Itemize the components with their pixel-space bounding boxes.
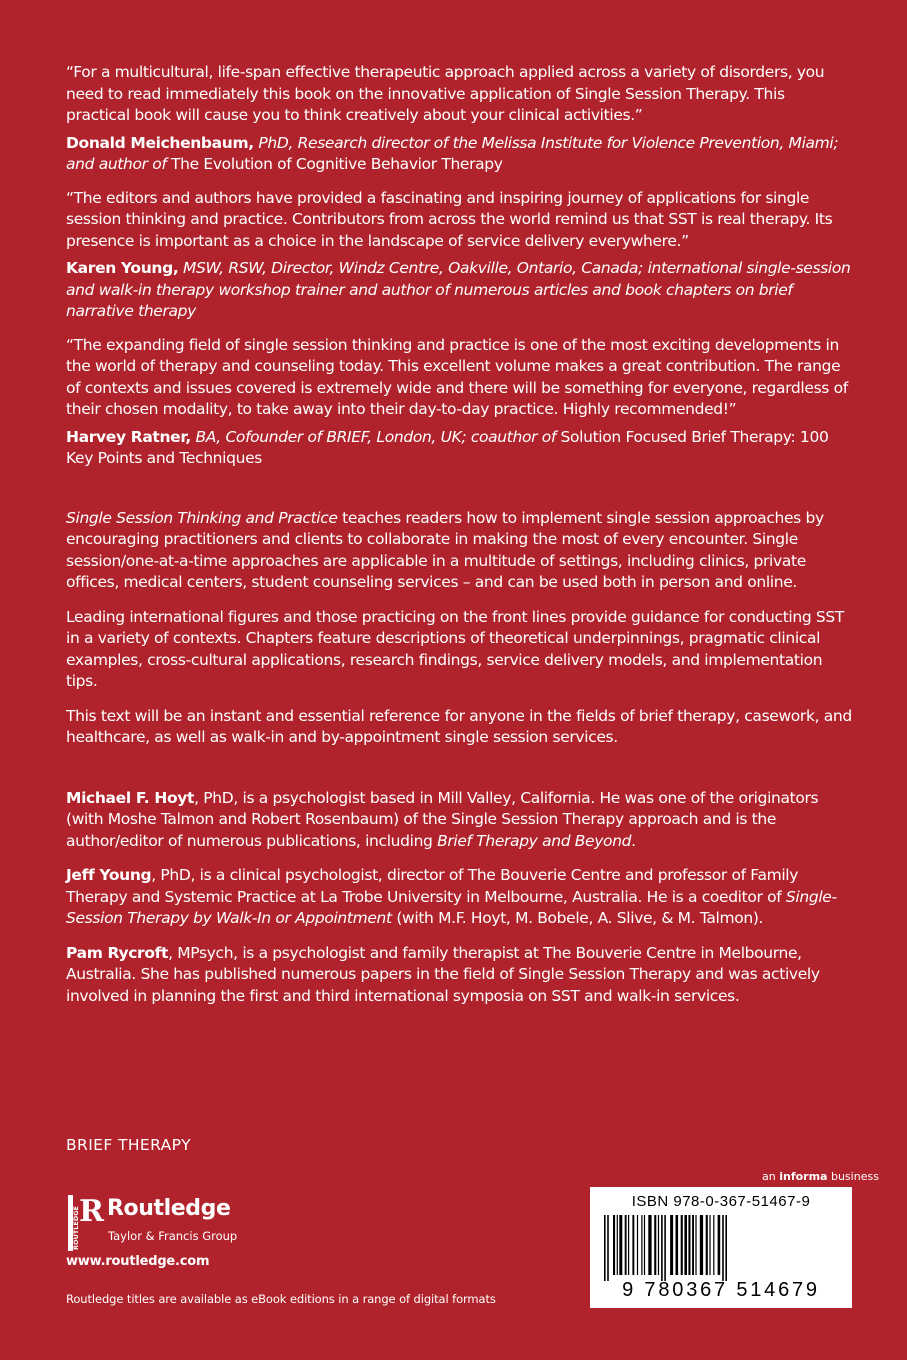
barcode-bar (625, 1215, 627, 1275)
bio-text: , MPsych, is a psychologist and family therapist at The Bouverie Centre in Melbourne, Australia. She has published numerous papers in the field of Single Session Therapy and was actively involved in planning the first and third international symposia on SST and walk-in services. (66, 943, 820, 1005)
barcode-bar (607, 1215, 609, 1281)
author-name: Pam Rycroft (66, 943, 169, 962)
endorser-name: Karen Young, (66, 259, 179, 277)
barcode-bar (619, 1215, 622, 1275)
bio-book: Single-Session Therapy by Walk-In or Appointment (66, 887, 837, 927)
endorser-credentials: PhD, Research director of the Melissa Institute for Violence Prevention, Miami; and author of (66, 133, 839, 173)
endorser-name: Harvey Ratner, (66, 427, 191, 446)
barcode-bar (709, 1215, 710, 1275)
barcode-bar (692, 1215, 694, 1275)
barcode-bar (632, 1215, 634, 1275)
description-paragraph-2: Leading international figures and those practicing on the front lines provide guidance for conducting SST in a variety of contexts. Chapters feature descriptions of theoretical underpinnings, pragmatic clinical examples, cross-cultural applications, research findings, service delivery models, and implementation tips. (66, 607, 845, 690)
barcode-bar (648, 1215, 651, 1275)
barcode-bar (722, 1215, 724, 1281)
endorser-book-title: Solution Focused Brief Therapy: 100 Key Points and Techniques (66, 427, 829, 467)
informa-business-label (762, 1170, 879, 1183)
barcode-bar (644, 1215, 645, 1275)
barcode-bar (684, 1215, 687, 1275)
barcode-bar (700, 1215, 703, 1275)
barcode-bar (725, 1215, 727, 1281)
bio-book: Brief Therapy and Beyond (437, 831, 632, 850)
bio-end: . (631, 831, 636, 850)
ebook-note: Routledge titles are available as eBook editions in a range of digital formats (66, 1292, 496, 1306)
barcode-bar (658, 1215, 659, 1275)
endorser-credentials: MSW, RSW, Director, Windz Centre, Oakville, Ontario, Canada; international single-session and walk-in therapy workshop trainer and author of numerous articles and book chapters on brief narrative therapy (66, 259, 851, 320)
barcode-bar (613, 1215, 615, 1275)
endorser-credentials: BA, Cofounder of BRIEF, London, UK; coauthor of (190, 427, 556, 446)
endorser-name: Donald Meichenbaum, (66, 133, 254, 152)
endorsement-2 (66, 188, 852, 323)
routledge-logo-icon (66, 1194, 104, 1251)
barcode-number: 9 780367 514679 (622, 1279, 820, 1301)
endorsement-1 (66, 62, 852, 176)
barcode-bar (628, 1215, 629, 1275)
bio-text: , PhD, is a psychologist based in Mill Valley, California. He was one of the originators (with Moshe Talmon and Robert Rosenbaum) of the Single Session Therapy approach and is the author/editor of numerous publications, including (66, 788, 819, 850)
bio-jeff-young (66, 865, 852, 930)
barcode-bar (688, 1215, 690, 1275)
isbn-barcode (590, 1187, 852, 1308)
back-cover-content (66, 62, 852, 1020)
barcode-bar (681, 1215, 683, 1275)
endorsement-quote: “For a multicultural, life-span effective therapeutic approach applied across a variety of disorders, you need to read immediately this book on the innovative application of Single Session Therapy. This practical book will cause you to think creatively about your clinical activities.” (66, 63, 825, 124)
author-name: Jeff Young (66, 866, 152, 884)
subject-category: BRIEF THERAPY (66, 1136, 191, 1154)
publisher-logo-block (66, 1195, 286, 1251)
bio-pam-rycroft (66, 943, 852, 1008)
bio-text: , PhD, is a clinical psychologist, director of The Bouverie Centre and professor of Family Therapy and Systemic Practice at La Trobe University in Melbourne, Australia. He is a coeditor of (66, 866, 799, 906)
endorsement-attribution (66, 427, 852, 470)
barcode-bar (695, 1215, 696, 1275)
publisher-group: Taylor & Francis Group (108, 1229, 238, 1243)
author-name: Michael F. Hoyt (66, 788, 195, 807)
barcode-bar (661, 1215, 663, 1281)
publisher-name: Routledge (107, 1196, 231, 1221)
endorsement-quote: “The expanding field of single session thinking and practice is one of the most exciting developments in the world of therapy and counseling today. This excellent volume makes a great contribution. The range of contexts and issues covered is extremely wide and there will be something for everyone, regardless of their chosen modality, to take away into their day-to-day practice. Highly recommended!” (66, 335, 848, 418)
barcode-bar (670, 1215, 673, 1275)
book-title: Single Session Thinking and Practice (66, 508, 338, 527)
informa-prefix: an (762, 1170, 780, 1183)
bio-michael-hoyt (66, 788, 852, 853)
barcode-bar (637, 1215, 638, 1275)
barcode-bar (654, 1215, 656, 1275)
informa-suffix: business (827, 1170, 879, 1183)
endorsement-attribution (66, 133, 852, 176)
barcode-bar (718, 1215, 721, 1275)
barcode-bar (676, 1215, 679, 1275)
barcode-bars-icon (598, 1215, 844, 1281)
publisher-url[interactable]: www.routledge.com (66, 1254, 210, 1269)
barcode-bar (706, 1215, 708, 1275)
barcode-bar (617, 1215, 618, 1275)
description-text: teaches readers how to implement single session approaches by encouraging practitioners and clients to collaborate in making the most of every encounter. Single session/one-at-a-time approaches are applicable in a multitude of settings, including clinics, private offices, medical centers, student counseling services – and can be used both in person and online. (66, 508, 824, 591)
barcode-bar (604, 1215, 606, 1281)
bio-end: (with M.F. Hoyt, M. Bobele, A. Slive, & M. Talmon). (391, 909, 764, 927)
barcode-bar (664, 1215, 666, 1281)
description-paragraph-3: This text will be an instant and essential reference for anyone in the fields of brief therapy, casework, and healthcare, as well as walk-in and by-appointment single session services. (66, 706, 852, 746)
description-paragraph-1 (66, 508, 852, 594)
logo-letter: R (79, 1194, 104, 1229)
informa-brand: informa (779, 1170, 828, 1183)
isbn-text: ISBN 978-0-367-51467-9 (631, 1193, 811, 1210)
endorser-book-title: The Evolution of Cognitive Behavior Therapy (166, 155, 503, 173)
endorsement-3 (66, 335, 852, 470)
logo-vertical-text: ROUTLEDGE (72, 1206, 80, 1250)
barcode-bar (713, 1215, 714, 1275)
endorsement-attribution (66, 258, 852, 323)
barcode-bar (641, 1215, 642, 1275)
endorsement-quote: “The editors and authors have provided a fascinating and inspiring journey of applications for single session thinking and practice. Contributors from across the world remind us that SST is real therapy. Its presence is important as a choice in the landscape of service delivery everywhere.” (66, 188, 833, 250)
